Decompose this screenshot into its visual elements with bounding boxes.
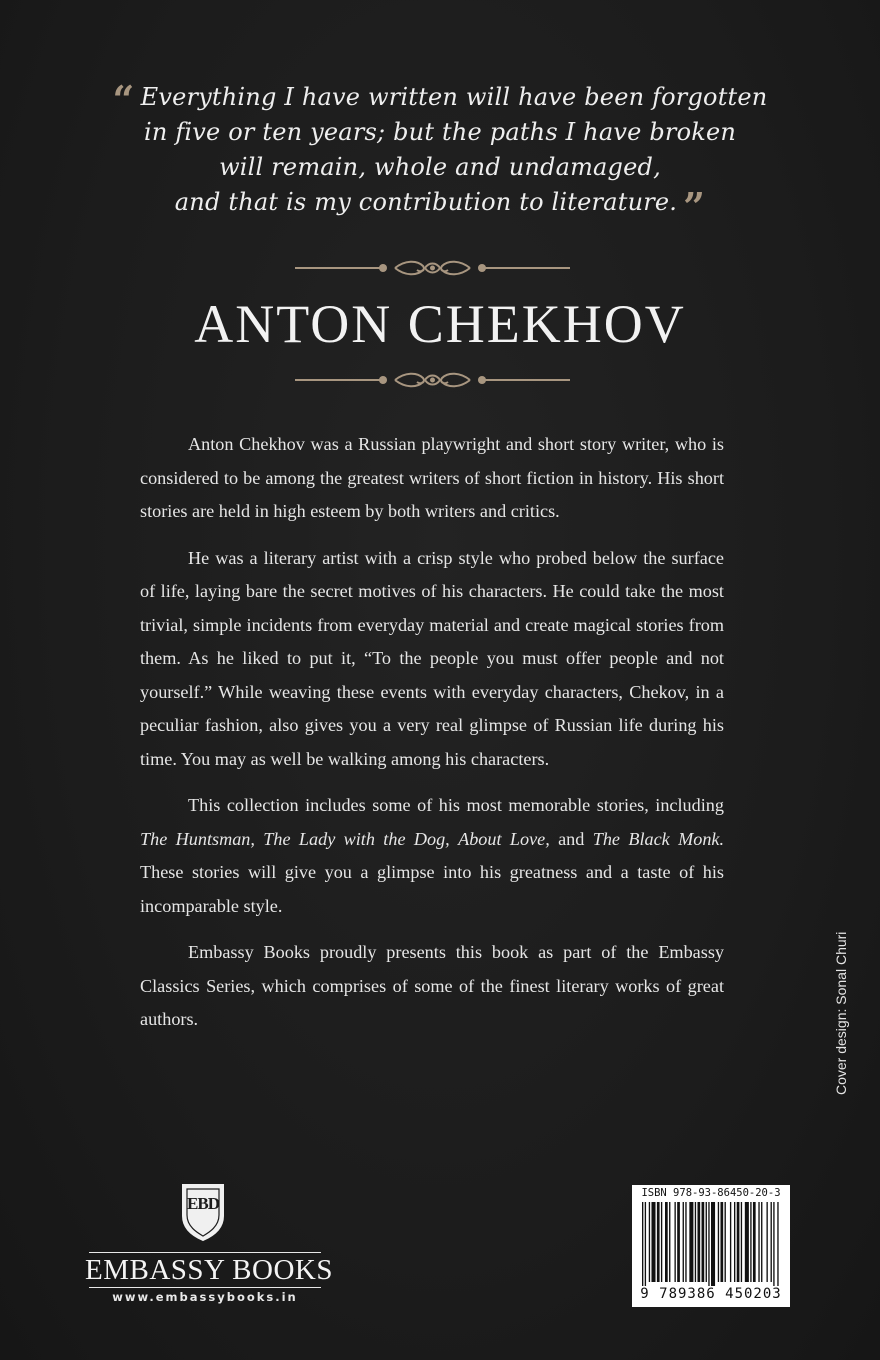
isbn-label: ISBN 978-93-86450-20-3 — [641, 1187, 781, 1199]
open-quote-mark: “ — [112, 77, 135, 122]
publisher-monogram: EBD — [187, 1194, 219, 1213]
story-title: About Love, — [458, 828, 550, 849]
blurb-paragraph-2: He was a literary artist with a crisp style who probed below the surface of life, laying bare the secret motives of his characters. He could take the most trivial, simple incidents from everyday material and create magical stories from them. As he liked to put it, “To the people you must offer people and not yourself.” While weaving these events with everyday characters, Chekov, in a peculiar fashion, also gives you a very real glimpse of Russian life during his time. You may as well be walking among his characters. — [140, 547, 724, 769]
blurb-paragraph-3: This collection includes some of his most memorable stories, including The Huntsman, The Lady with the Dog, About Love, and The Black Monk. These stories will give you a glimpse into his greatness and a taste of his incomparable style. — [140, 795, 725, 916]
quote-line-3: will remain, whole and undamaged, — [219, 153, 661, 181]
scroll-flourish-icon — [295, 370, 570, 390]
publisher-logo — [85, 1182, 333, 1312]
author-name: ANTON CHEKHOV — [194, 294, 686, 354]
blurb — [140, 428, 724, 1050]
publisher-url: www.embassybooks.in — [112, 1290, 298, 1304]
author-quote — [0, 77, 880, 229]
story-title: The Black Monk. — [592, 828, 725, 849]
publisher-name: EMBASSY BOOKS — [85, 1254, 333, 1286]
barcode-icon — [642, 1202, 780, 1286]
blurb-paragraph-1: Anton Chekhov was a Russian playwright and short story writer, who is considered to be among the greatest writers of short fiction in history. His short stories are held in high esteem by both writers and critics. — [140, 434, 724, 521]
story-title: The Huntsman, — [140, 828, 255, 849]
quote-line-1: “ Everything I have written will have been forgotten — [112, 77, 768, 122]
quote-line-4: and that is my contribution to literature. ” — [174, 184, 706, 229]
logo-rule-top — [89, 1252, 321, 1253]
logo-rule-bottom — [89, 1287, 321, 1288]
blurb-paragraph-4: Embassy Books proudly presents this book as part of the Embassy Classics Series, which comprises of some of the finest literary works of great authors. — [140, 942, 724, 1029]
scroll-flourish-icon — [295, 258, 570, 278]
story-title: The Lady with the Dog, — [263, 828, 450, 849]
barcode-digits: 9 789386 450203 — [640, 1286, 782, 1302]
close-quote-mark: ” — [683, 184, 706, 229]
quote-line-2: in five or ten years; but the paths I have broken — [143, 118, 737, 146]
isbn-barcode — [632, 1185, 790, 1307]
cover-design-credit: Cover design: Sonal Churi — [833, 931, 849, 1095]
